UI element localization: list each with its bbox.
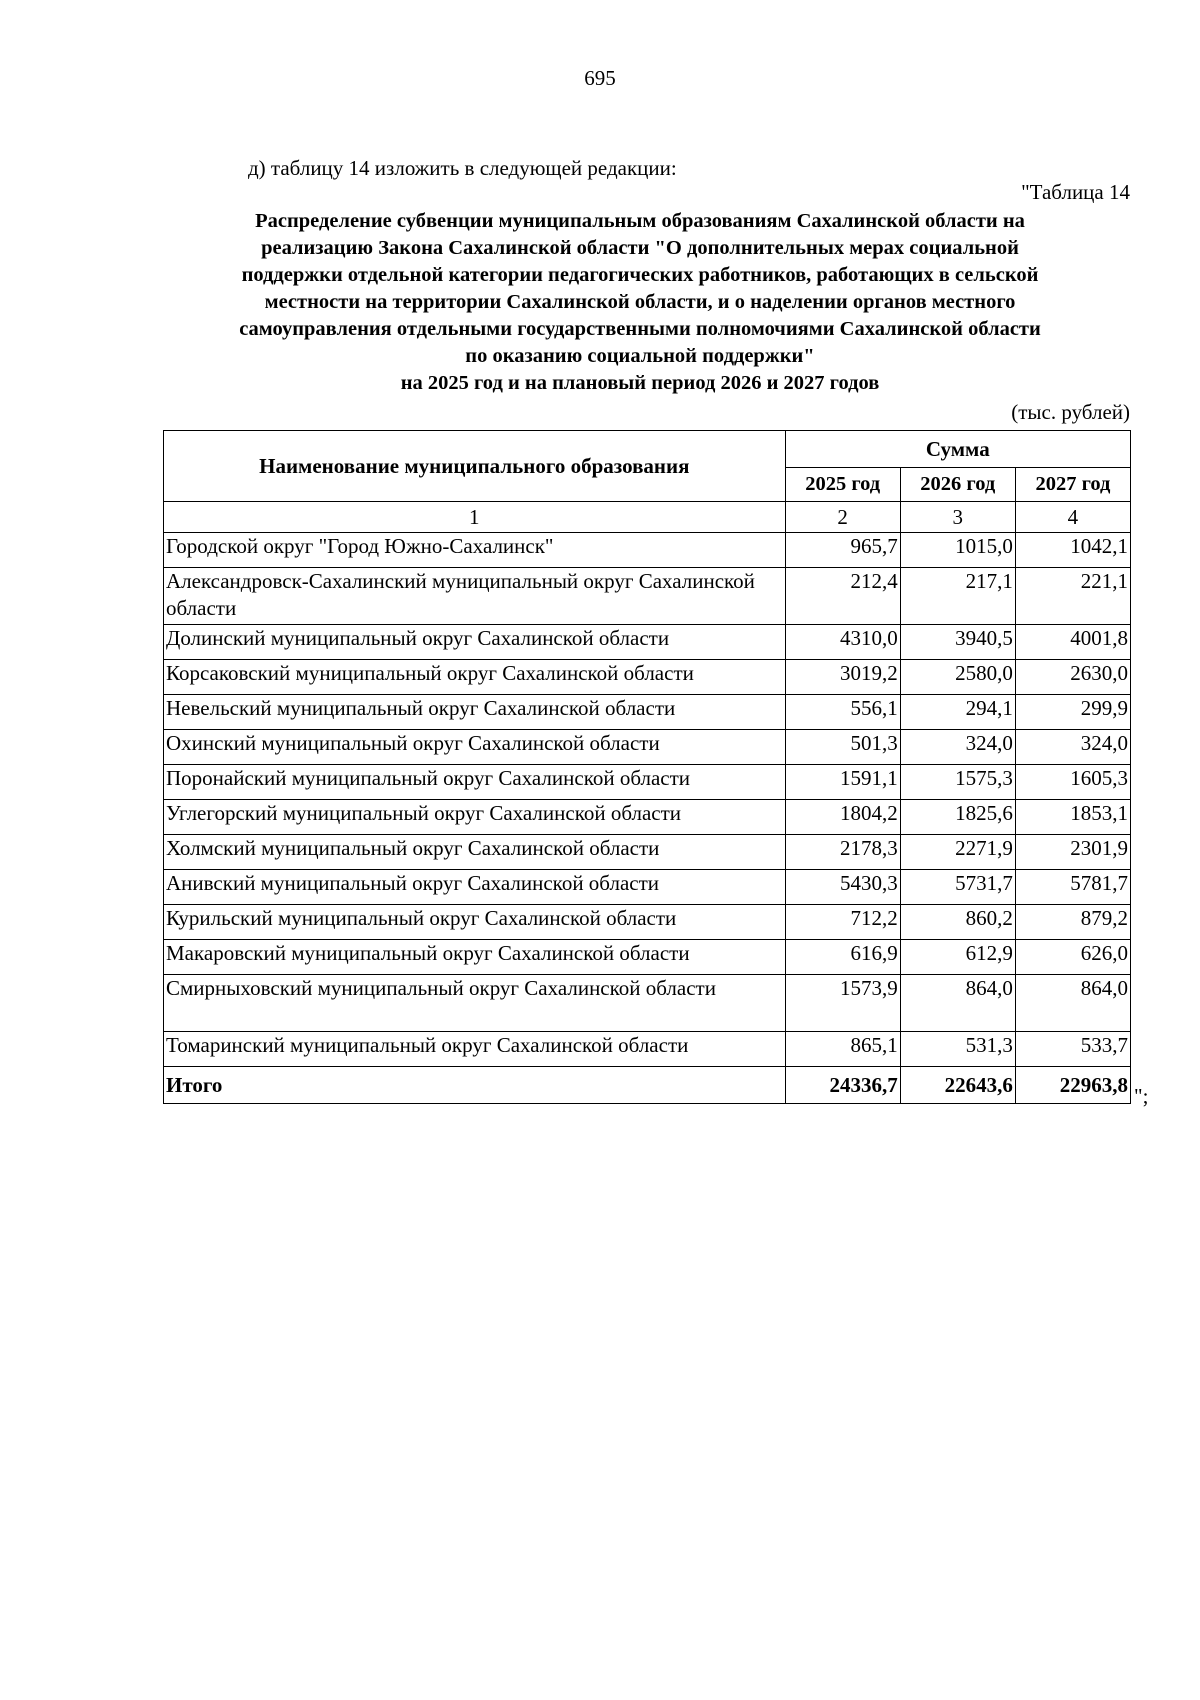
value-2026: 1825,6 [900,800,1015,835]
table-row [164,695,1131,730]
value-2026: 294,1 [900,695,1015,730]
header-year-2025: 2025 год [785,468,900,502]
value-2025: 5430,3 [785,870,900,905]
value-2027: 324,0 [1015,730,1130,765]
total-2027: 22963,8 [1015,1067,1130,1104]
value-2025: 712,2 [785,905,900,940]
value-2027: 879,2 [1015,905,1130,940]
value-2027: 1853,1 [1015,800,1130,835]
table-row [164,625,1131,660]
title-line: по оказанию социальной поддержки" [465,345,815,367]
value-2025: 1804,2 [785,800,900,835]
table-row [164,835,1131,870]
table-label: "Таблица 14 [1021,180,1130,204]
subsidy-table [163,430,1131,1104]
column-index: 2 [785,502,900,533]
document-title [160,208,1120,397]
value-2026: 217,1 [900,568,1015,625]
title-line: поддержки отдельной категории педагогических работников, работающих в сельской [241,264,1039,286]
value-2026: 612,9 [900,940,1015,975]
title-line: местности на территории Сахалинской области, и о наделении органов местного [264,291,1016,313]
municipality-name: Томаринский муниципальный округ Сахалинской области [164,1032,786,1067]
table-row [164,940,1131,975]
value-2026: 2271,9 [900,835,1015,870]
header-municipality: Наименование муниципального образования [164,431,786,502]
municipality-name: Холмский муниципальный округ Сахалинской области [164,835,786,870]
value-2026: 2580,0 [900,660,1015,695]
value-2025: 212,4 [785,568,900,625]
table-row [164,975,1131,1032]
municipality-name: Смирныховский муниципальный округ Сахалинской области [164,975,786,1032]
value-2025: 501,3 [785,730,900,765]
municipality-name: Невельский муниципальный округ Сахалинской области [164,695,786,730]
value-2025: 2178,3 [785,835,900,870]
table-row [164,730,1131,765]
closing-quote: "; [1134,1084,1149,1108]
value-2026: 864,0 [900,975,1015,1032]
value-2026: 1015,0 [900,533,1015,568]
value-2025: 616,9 [785,940,900,975]
table-row [164,1032,1131,1067]
table-row [164,870,1131,905]
value-2026: 860,2 [900,905,1015,940]
municipality-name: Поронайский муниципальный округ Сахалинской области [164,765,786,800]
value-2027: 1042,1 [1015,533,1130,568]
value-2027: 5781,7 [1015,870,1130,905]
table-row [164,533,1131,568]
value-2027: 1605,3 [1015,765,1130,800]
total-row [164,1067,1131,1104]
value-2025: 4310,0 [785,625,900,660]
units-label: (тыс. рублей) [1011,400,1130,424]
value-2025: 965,7 [785,533,900,568]
column-index: 4 [1015,502,1130,533]
value-2027: 221,1 [1015,568,1130,625]
value-2025: 556,1 [785,695,900,730]
table-row [164,660,1131,695]
total-label: Итого [164,1067,786,1104]
value-2027: 4001,8 [1015,625,1130,660]
header-sum: Сумма [785,431,1130,468]
municipality-name: Корсаковский муниципальный округ Сахалинской области [164,660,786,695]
value-2026: 3940,5 [900,625,1015,660]
municipality-name: Охинский муниципальный округ Сахалинской области [164,730,786,765]
title-line: на 2025 год и на плановый период 2026 и 2027 годов [400,372,880,394]
value-2026: 324,0 [900,730,1015,765]
column-index: 3 [900,502,1015,533]
value-2027: 299,9 [1015,695,1130,730]
header-year-2027: 2027 год [1015,468,1130,502]
value-2025: 865,1 [785,1032,900,1067]
header-year-2026: 2026 год [900,468,1015,502]
municipality-name: Анивский муниципальный округ Сахалинской области [164,870,786,905]
municipality-name: Макаровский муниципальный округ Сахалинской области [164,940,786,975]
value-2027: 533,7 [1015,1032,1130,1067]
page-number: 695 [584,66,616,90]
value-2026: 5731,7 [900,870,1015,905]
municipality-name: Курильский муниципальный округ Сахалинской области [164,905,786,940]
table-row [164,905,1131,940]
value-2027: 2630,0 [1015,660,1130,695]
total-2025: 24336,7 [785,1067,900,1104]
value-2026: 531,3 [900,1032,1015,1067]
table-row [164,800,1131,835]
value-2025: 1591,1 [785,765,900,800]
municipality-name: Александровск-Сахалинский муниципальный округ Сахалинской области [164,568,786,625]
value-2025: 3019,2 [785,660,900,695]
municipality-name: Углегорский муниципальный округ Сахалинской области [164,800,786,835]
municipality-name: Долинский муниципальный округ Сахалинской области [164,625,786,660]
total-2026: 22643,6 [900,1067,1015,1104]
table-row [164,765,1131,800]
title-line: Распределение субвенции муниципальным образованиям Сахалинской области на [255,210,1025,232]
column-index: 1 [164,502,786,533]
intro-text: д) таблицу 14 изложить в следующей редакции: [248,156,677,180]
value-2027: 626,0 [1015,940,1130,975]
value-2026: 1575,3 [900,765,1015,800]
municipality-name: Городской округ "Город Южно-Сахалинск" [164,533,786,568]
value-2027: 864,0 [1015,975,1130,1032]
value-2025: 1573,9 [785,975,900,1032]
title-line: реализацию Закона Сахалинской области "О дополнительных мерах социальной [261,237,1019,259]
value-2027: 2301,9 [1015,835,1130,870]
table-row [164,568,1131,625]
title-line: самоуправления отдельными государственными полномочиями Сахалинской области [239,318,1041,340]
